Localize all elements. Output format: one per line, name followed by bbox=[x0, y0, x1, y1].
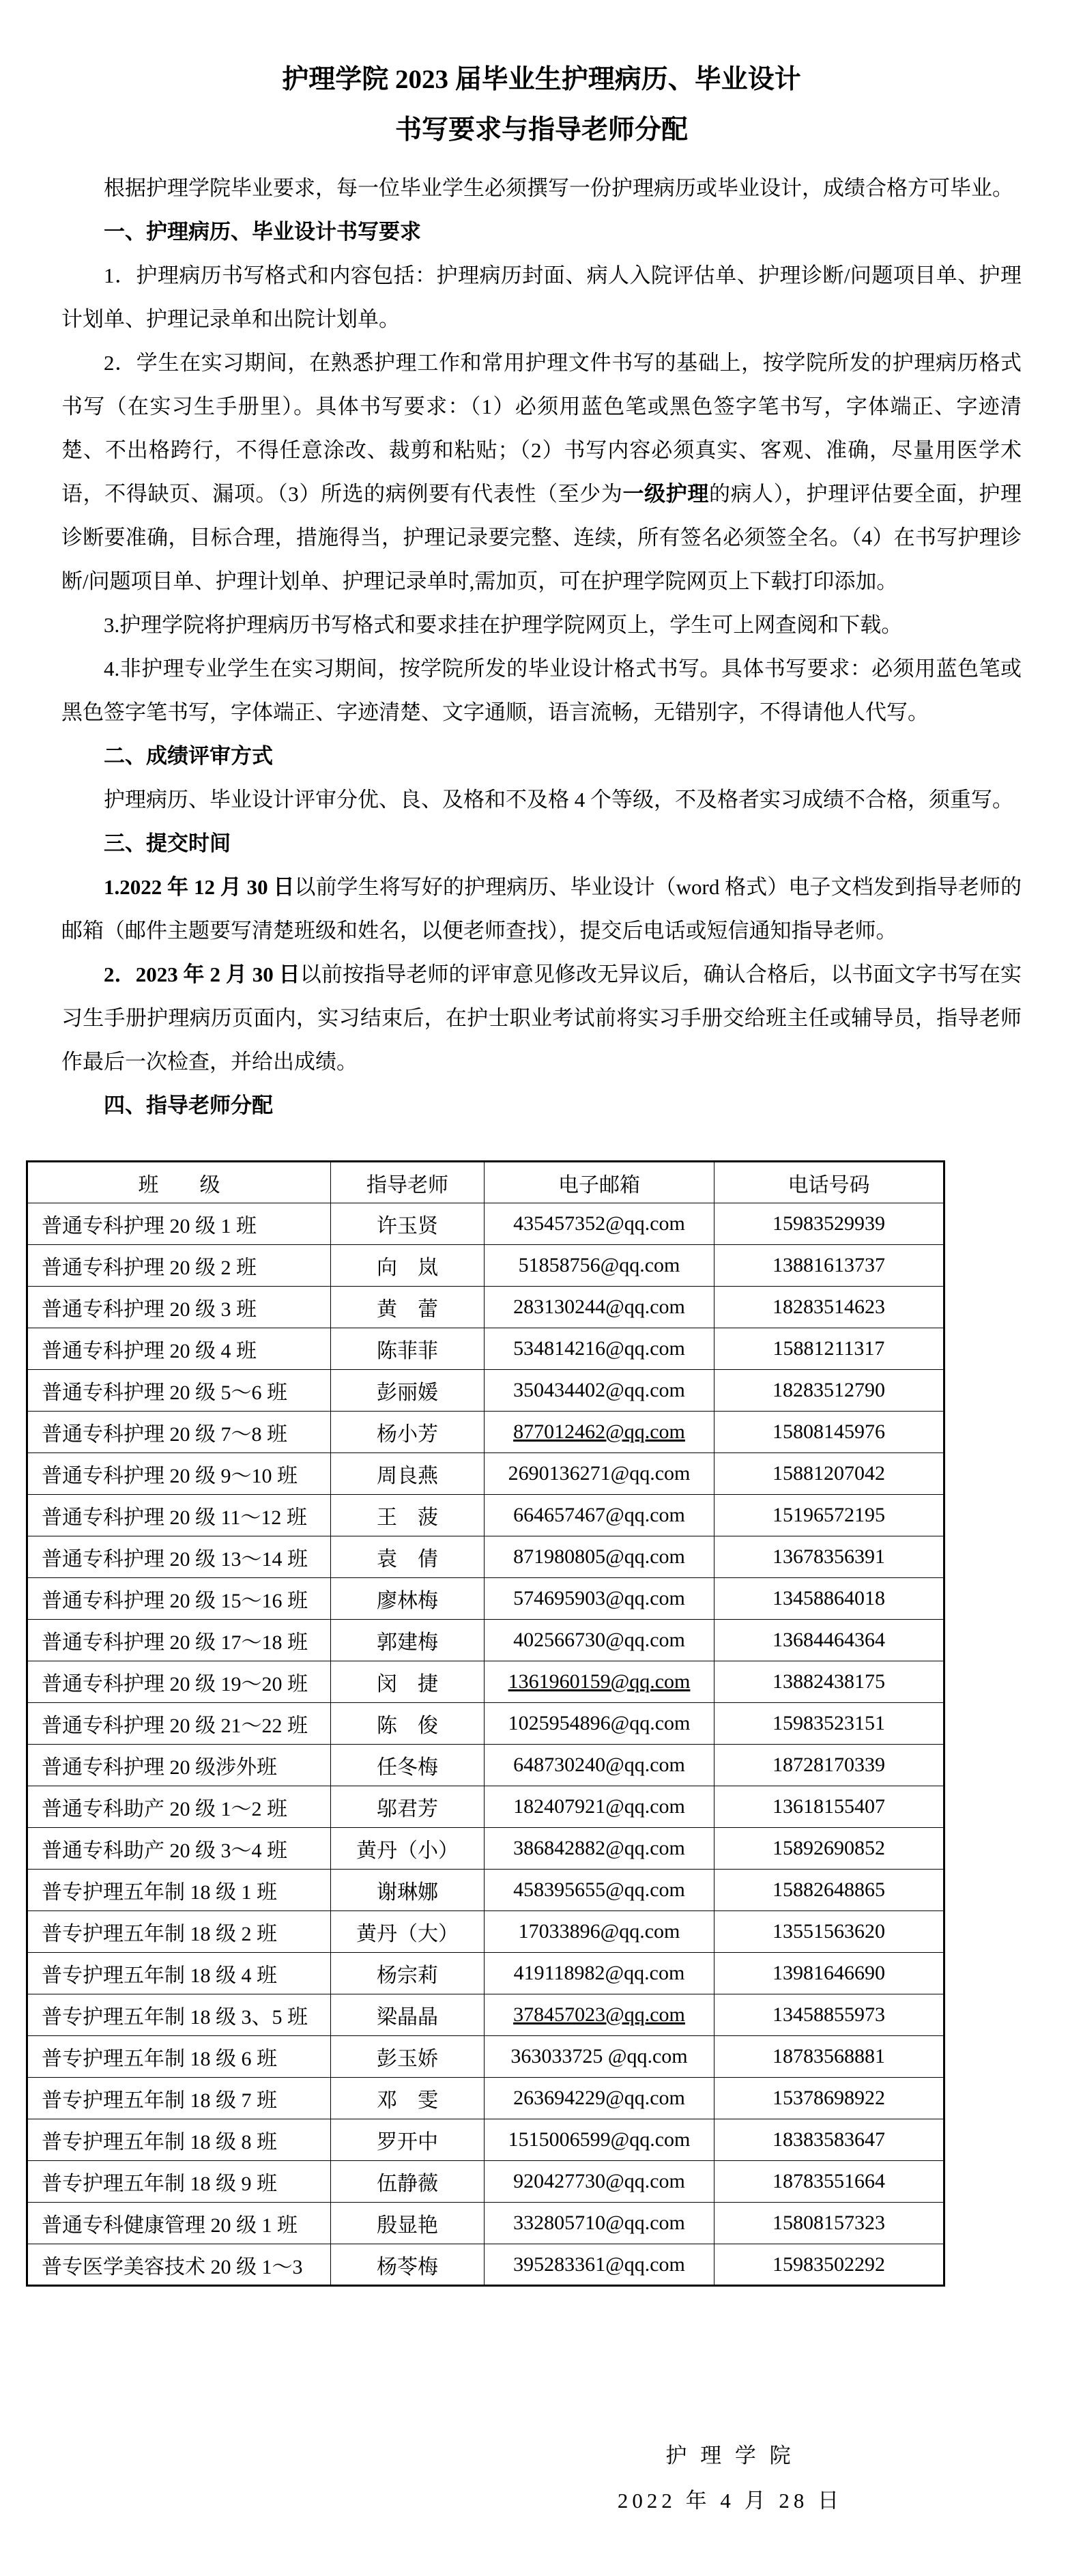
teacher-cell: 郭建梅 bbox=[331, 1620, 485, 1661]
assignment-table bbox=[26, 1160, 945, 2287]
email-cell: 363033725 @qq.com bbox=[485, 2036, 714, 2078]
class-cell: 普通专科护理 20 级 4 班 bbox=[27, 1328, 331, 1370]
phone-cell: 13458864018 bbox=[714, 1578, 944, 1620]
section-2-body: 护理病历、毕业设计评审分优、良、及格和不及格 4 个等级，不及格者实习成绩不合格，须重写。 bbox=[104, 788, 1013, 812]
document-footer bbox=[546, 2444, 914, 2513]
phone-cell: 13684464364 bbox=[714, 1620, 944, 1661]
teacher-cell: 梁晶晶 bbox=[331, 1994, 485, 2036]
teacher-cell: 黄丹（大） bbox=[331, 1911, 485, 1953]
table-row bbox=[27, 2119, 944, 2161]
phone-cell: 18783568881 bbox=[714, 2036, 944, 2078]
col-header-email: 电子邮箱 bbox=[485, 1162, 714, 1203]
class-cell: 普通专科护理 20 级 17～18 班 bbox=[27, 1620, 331, 1661]
phone-cell: 18728170339 bbox=[714, 1745, 944, 1786]
phone-cell: 15892690852 bbox=[714, 1828, 944, 1870]
class-cell: 普专护理五年制 18 级 2 班 bbox=[27, 1911, 331, 1953]
phone-cell: 18283514623 bbox=[714, 1287, 944, 1328]
phone-cell: 13981646690 bbox=[714, 1953, 944, 1994]
phone-cell: 15196572195 bbox=[714, 1495, 944, 1536]
table-row bbox=[27, 1994, 944, 2036]
email-cell: 648730240@qq.com bbox=[485, 1745, 714, 1786]
phone-cell: 15983529939 bbox=[714, 1203, 944, 1245]
email-cell: 395283361@qq.com bbox=[485, 2244, 714, 2286]
table-row bbox=[27, 1911, 944, 1953]
table-row bbox=[27, 1703, 944, 1745]
phone-cell: 15983523151 bbox=[714, 1703, 944, 1745]
section-1-heading: 一、护理病历、毕业设计书写要求 bbox=[104, 220, 421, 244]
teacher-cell: 闵 捷 bbox=[331, 1661, 485, 1703]
email-cell: 1025954896@qq.com bbox=[485, 1703, 714, 1745]
teacher-cell: 廖林梅 bbox=[331, 1578, 485, 1620]
assignment-table-body bbox=[27, 1203, 944, 2286]
section-2-heading: 二、成绩评审方式 bbox=[104, 744, 273, 768]
email-cell: 877012462@qq.com bbox=[485, 1412, 714, 1453]
email-cell: 1361960159@qq.com bbox=[485, 1661, 714, 1703]
teacher-cell: 邓 雯 bbox=[331, 2078, 485, 2119]
class-cell: 普通专科护理 20 级 11～12 班 bbox=[27, 1495, 331, 1536]
teacher-cell: 伍静薇 bbox=[331, 2161, 485, 2203]
teacher-cell: 邬君芳 bbox=[331, 1786, 485, 1828]
class-cell: 普通专科助产 20 级 1～2 班 bbox=[27, 1786, 331, 1828]
email-cell: 263694229@qq.com bbox=[485, 2078, 714, 2119]
table-row bbox=[27, 1828, 944, 1870]
teacher-cell: 陈菲菲 bbox=[331, 1328, 485, 1370]
phone-cell: 13551563620 bbox=[714, 1911, 944, 1953]
footer-organization: 护 理 学 院 bbox=[665, 2444, 795, 2467]
section-4-heading: 四、指导老师分配 bbox=[104, 1093, 273, 1117]
class-cell: 普专护理五年制 18 级 8 班 bbox=[27, 2119, 331, 2161]
table-row bbox=[27, 2203, 944, 2244]
table-row bbox=[27, 1786, 944, 1828]
table-row bbox=[27, 2244, 944, 2286]
table-row bbox=[27, 1287, 944, 1328]
teacher-cell: 黄 蕾 bbox=[331, 1287, 485, 1328]
table-row bbox=[27, 2078, 944, 2119]
teacher-cell: 任冬梅 bbox=[331, 1745, 485, 1786]
teacher-cell: 周良燕 bbox=[331, 1453, 485, 1495]
email-cell: 435457352@qq.com bbox=[485, 1203, 714, 1245]
teacher-cell: 向 岚 bbox=[331, 1245, 485, 1287]
class-cell: 普通专科护理 20 级 19～20 班 bbox=[27, 1661, 331, 1703]
table-row bbox=[27, 1370, 944, 1412]
teacher-cell: 杨苓梅 bbox=[331, 2244, 485, 2286]
phone-cell: 18783551664 bbox=[714, 2161, 944, 2203]
col-header-teacher: 指导老师 bbox=[331, 1162, 485, 1203]
teacher-cell: 杨小芳 bbox=[331, 1412, 485, 1453]
class-cell: 普通专科护理 20 级 21～22 班 bbox=[27, 1703, 331, 1745]
email-cell: 51858756@qq.com bbox=[485, 1245, 714, 1287]
class-cell: 普通专科护理 20 级 7～8 班 bbox=[27, 1412, 331, 1453]
document-title-line-2: 书写要求与指导老师分配 bbox=[394, 115, 688, 145]
phone-cell: 15983502292 bbox=[714, 2244, 944, 2286]
teacher-cell: 许玉贤 bbox=[331, 1203, 485, 1245]
section-3-item-1: 1.2022 年 12 月 30 日以前学生将写好的护理病历、毕业设计（word 格式）电子文档发到指导老师的邮箱（邮件主题要写清楚班级和姓名，以便老师查找），提交后电话或短信通知指导老师。 bbox=[61, 875, 1022, 943]
table-row bbox=[27, 1870, 944, 1911]
table-row bbox=[27, 1453, 944, 1495]
phone-cell: 15881207042 bbox=[714, 1453, 944, 1495]
email-cell: 386842882@qq.com bbox=[485, 1828, 714, 1870]
section-1-item-3: 3.护理学院将护理病历书写格式和要求挂在护理学院网页上，学生可上网查阅和下载。 bbox=[104, 613, 903, 637]
table-header-row bbox=[27, 1162, 944, 1203]
email-cell: 182407921@qq.com bbox=[485, 1786, 714, 1828]
class-cell: 普专医学美容技术 20 级 1～3 bbox=[27, 2244, 331, 2286]
table-row bbox=[27, 1536, 944, 1578]
email-cell: 332805710@qq.com bbox=[485, 2203, 714, 2244]
class-cell: 普通专科护理 20 级 3 班 bbox=[27, 1287, 331, 1328]
class-cell: 普通专科护理 20 级 13～14 班 bbox=[27, 1536, 331, 1578]
email-cell: 574695903@qq.com bbox=[485, 1578, 714, 1620]
phone-cell: 18283512790 bbox=[714, 1370, 944, 1412]
table-row bbox=[27, 1953, 944, 1994]
email-cell: 920427730@qq.com bbox=[485, 2161, 714, 2203]
email-cell: 17033896@qq.com bbox=[485, 1911, 714, 1953]
email-cell: 458395655@qq.com bbox=[485, 1870, 714, 1911]
table-row bbox=[27, 1620, 944, 1661]
email-cell: 350434402@qq.com bbox=[485, 1370, 714, 1412]
table-row bbox=[27, 2161, 944, 2203]
table-row bbox=[27, 1412, 944, 1453]
table-row bbox=[27, 1328, 944, 1370]
phone-cell: 15808157323 bbox=[714, 2203, 944, 2244]
phone-cell: 13881613737 bbox=[714, 1245, 944, 1287]
section-1-item-2: 2．学生在实习期间，在熟悉护理工作和常用护理文件书写的基础上，按学院所发的护理病历格式书写（在实习生手册里）。具体书写要求：（1）必须用蓝色笔或黑色签字笔书写，字体端正、字迹清楚、不出格跨行，不得任意涂改、裁剪和粘贴；（2）书写内容必须真实、客观、准确，尽量用医学术语，不得缺页、漏项。（3）所选的病例要有代表性（至少为一级护理的病人），护理评估要全面，护理诊断要准确，目标合理，措施得当，护理记录要完整、连续，所有签名必须签全名。（4）在书写护理诊断/问题项目单、护理计划单、护理记录单时,需加页，可在护理学院网页上下载打印添加。 bbox=[61, 351, 1022, 593]
email-cell: 1515006599@qq.com bbox=[485, 2119, 714, 2161]
teacher-cell: 殷显艳 bbox=[331, 2203, 485, 2244]
email-cell: 664657467@qq.com bbox=[485, 1495, 714, 1536]
class-cell: 普通专科护理 20 级 5～6 班 bbox=[27, 1370, 331, 1412]
teacher-cell: 杨宗莉 bbox=[331, 1953, 485, 1994]
class-cell: 普通专科护理 20 级 2 班 bbox=[27, 1245, 331, 1287]
class-cell: 普通专科护理 20 级 9～10 班 bbox=[27, 1453, 331, 1495]
teacher-cell: 彭丽媛 bbox=[331, 1370, 485, 1412]
class-cell: 普通专科助产 20 级 3～4 班 bbox=[27, 1828, 331, 1870]
email-cell: 2690136271@qq.com bbox=[485, 1453, 714, 1495]
class-cell: 普专护理五年制 18 级 7 班 bbox=[27, 2078, 331, 2119]
class-cell: 普专护理五年制 18 级 1 班 bbox=[27, 1870, 331, 1911]
email-cell: 419118982@qq.com bbox=[485, 1953, 714, 1994]
phone-cell: 13882438175 bbox=[714, 1661, 944, 1703]
class-cell: 普专护理五年制 18 级 9 班 bbox=[27, 2161, 331, 2203]
section-1-item-4: 4.非护理专业学生在实习期间，按学院所发的毕业设计格式书写。具体书写要求：必须用蓝色笔或黑色签字笔书写，字体端正、字迹清楚、文字通顺，语言流畅，无错别字，不得请他人代写。 bbox=[61, 657, 1022, 724]
col-header-phone: 电话号码 bbox=[714, 1162, 944, 1203]
table-row bbox=[27, 1661, 944, 1703]
email-cell: 378457023@qq.com bbox=[485, 1994, 714, 2036]
table-row bbox=[27, 1745, 944, 1786]
teacher-cell: 袁 倩 bbox=[331, 1536, 485, 1578]
class-cell: 普专护理五年制 18 级 4 班 bbox=[27, 1953, 331, 1994]
phone-cell: 15882648865 bbox=[714, 1870, 944, 1911]
phone-cell: 13458855973 bbox=[714, 1994, 944, 2036]
document-body bbox=[61, 167, 1022, 1128]
teacher-cell: 罗开中 bbox=[331, 2119, 485, 2161]
intro-paragraph: 根据护理学院毕业要求，每一位毕业学生必须撰写一份护理病历或毕业设计，成绩合格方可毕业。 bbox=[104, 176, 1013, 200]
phone-cell: 15881211317 bbox=[714, 1328, 944, 1370]
document-title-line-1: 护理学院 2023 届毕业生护理病历、毕业设计 bbox=[282, 65, 801, 94]
table-row bbox=[27, 1203, 944, 1245]
email-cell: 283130244@qq.com bbox=[485, 1287, 714, 1328]
class-cell: 普专护理五年制 18 级 6 班 bbox=[27, 2036, 331, 2078]
class-cell: 普通专科护理 20 级 1 班 bbox=[27, 1203, 331, 1245]
table-row bbox=[27, 1578, 944, 1620]
footer-date: 2022 年 4 月 28 日 bbox=[617, 2489, 843, 2513]
phone-cell: 18383583647 bbox=[714, 2119, 944, 2161]
teacher-cell: 谢琳娜 bbox=[331, 1870, 485, 1911]
table-row bbox=[27, 1245, 944, 1287]
class-cell: 普通专科护理 20 级涉外班 bbox=[27, 1745, 331, 1786]
document-title bbox=[0, 0, 1083, 156]
phone-cell: 13678356391 bbox=[714, 1536, 944, 1578]
col-header-class: 班 级 bbox=[27, 1162, 331, 1203]
email-cell: 402566730@qq.com bbox=[485, 1620, 714, 1661]
teacher-cell: 彭玉娇 bbox=[331, 2036, 485, 2078]
phone-cell: 15378698922 bbox=[714, 2078, 944, 2119]
email-cell: 534814216@qq.com bbox=[485, 1328, 714, 1370]
class-cell: 普通专科健康管理 20 级 1 班 bbox=[27, 2203, 331, 2244]
teacher-cell: 王 菠 bbox=[331, 1495, 485, 1536]
table-row bbox=[27, 1495, 944, 1536]
email-cell: 871980805@qq.com bbox=[485, 1536, 714, 1578]
table-row bbox=[27, 2036, 944, 2078]
class-cell: 普专护理五年制 18 级 3、5 班 bbox=[27, 1994, 331, 2036]
section-1-item-1: 1．护理病历书写格式和内容包括：护理病历封面、病人入院评估单、护理诊断/问题项目单、护理计划单、护理记录单和出院计划单。 bbox=[61, 263, 1022, 331]
phone-cell: 15808145976 bbox=[714, 1412, 944, 1453]
teacher-cell: 黄丹（小） bbox=[331, 1828, 485, 1870]
section-3-item-2: 2．2023 年 2 月 30 日以前按指导老师的评审意见修改无异议后，确认合格后，以书面文字书写在实习生手册护理病历页面内，实习结束后，在护士职业考试前将实习手册交给班主任或辅导员，指导老师作最后一次检查，并给出成绩。 bbox=[61, 962, 1022, 1074]
section-3-heading: 三、提交时间 bbox=[104, 831, 231, 855]
phone-cell: 13618155407 bbox=[714, 1786, 944, 1828]
class-cell: 普通专科护理 20 级 15～16 班 bbox=[27, 1578, 331, 1620]
teacher-cell: 陈 俊 bbox=[331, 1703, 485, 1745]
